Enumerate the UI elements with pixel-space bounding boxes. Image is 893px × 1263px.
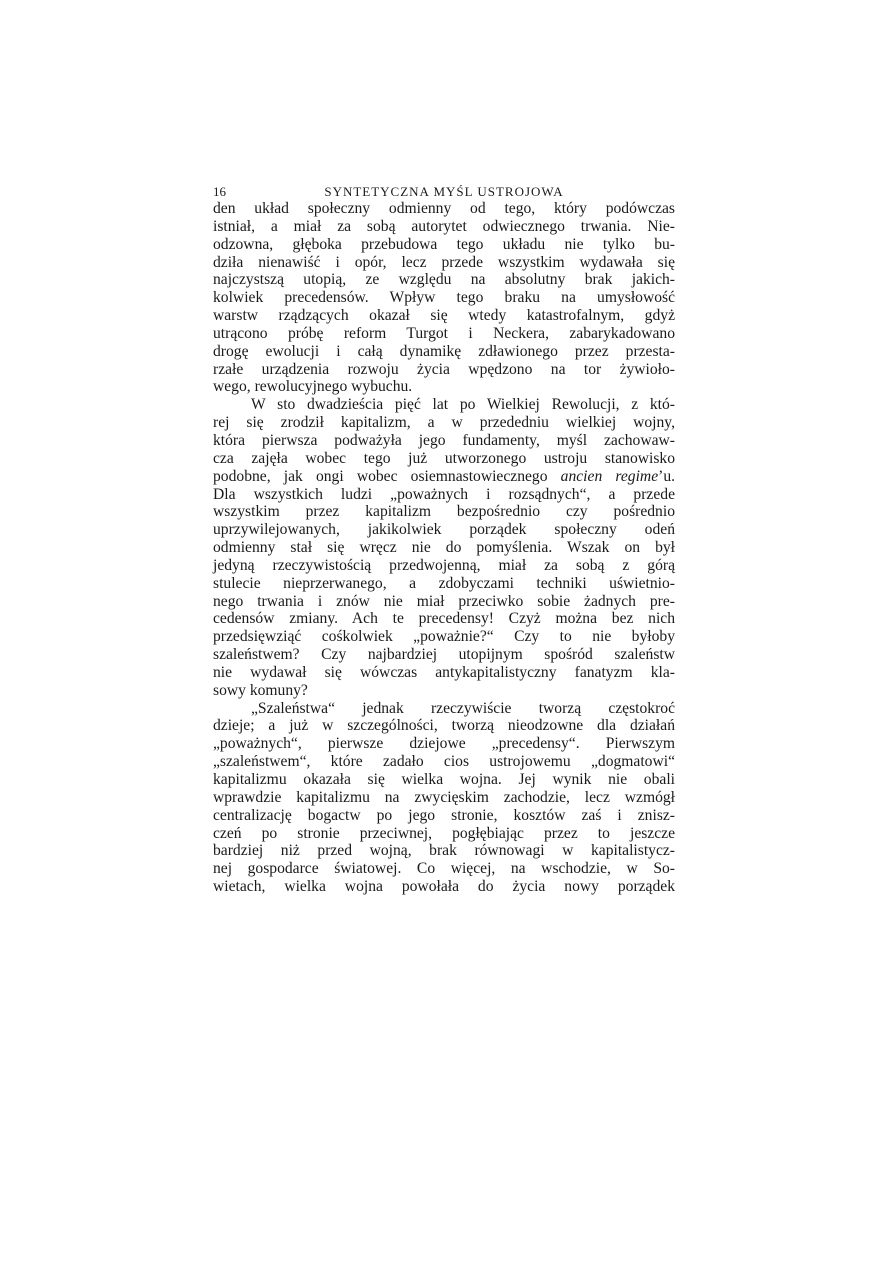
text-line: najczystszą utopią, ze względu na absolutny brak jakich- (213, 271, 675, 289)
text-line: den układ społeczny odmienny od tego, który podówczas (213, 200, 675, 217)
text-line: „szaleństwem“, które zadało cios ustrojowemu „dogmatowi“ (213, 753, 675, 771)
text-line: centralizację bogactw po jego stronie, kosztów zaś i znisz- (213, 806, 675, 824)
text-line: rej się zrodził kapitalizm, a w przededniu wielkiej wojny, (213, 414, 675, 432)
text-line: stulecie nieprzerwanego, a zdobyczami techniki uświetnio- (213, 574, 675, 592)
text-line: wprawdzie kapitalizmu na zwycięskim zachodzie, lecz wzmógł (213, 788, 675, 806)
text-line: jedyną rzeczywistością przedwojenną, miał za sobą z górą (213, 556, 675, 574)
text-line: nie wydawał się wówczas antykapitalistyczny fanatyzm kla- (213, 663, 675, 681)
text-line: cedensów zmiany. Ach te precedensy! Czyż można bez nich (213, 610, 675, 628)
text-line (213, 468, 675, 486)
page-number: 16 (213, 184, 226, 199)
text-line: odmienny stał się wręcz nie do pomyślenia. Wszak on był (213, 539, 675, 557)
text-line: warstw rządzących okazał się wtedy katastrofalnym, gdyż (213, 307, 675, 325)
paragraph (213, 200, 675, 396)
text-line: cza zajęła wobec tego już utworzonego ustroju stanowisko (213, 449, 675, 467)
text-line: odzowna, głęboka przebudowa tego układu nie tylko bu- (213, 235, 675, 253)
text-line: kolwiek precedensów. Wpływ tego braku na umysłowość (213, 289, 675, 307)
text-line: bardziej niż przed wojną, brak równowagi w kapitalistycz- (213, 842, 675, 860)
text-line: „Szaleństwa“ jednak rzeczywiście tworzą częstokroć (251, 699, 675, 717)
text-segment: podobne, jak ongi wobec osiemnastowiecznego (213, 467, 561, 485)
text-line: nego trwania i znów nie miał przeciwko sobie żadnych pre- (213, 592, 675, 610)
italic-phrase: ancien regime (560, 467, 659, 485)
text-line: dzieje; a już w szczególności, tworzą nieodzowne dla działań (213, 717, 675, 735)
text-line: szaleństwem? Czy najbardziej utopijnym spośród szaleństw (213, 646, 675, 664)
text-line: wego, rewolucyjnego wybuchu. (213, 378, 413, 396)
body-text (213, 200, 675, 896)
paragraph (213, 396, 675, 699)
text-line: kapitalizmu okazała się wielka wojna. Jej wynik nie obali (213, 771, 675, 788)
text-line: która pierwsza podważyła jego fundamenty, myśl zachowaw- (213, 431, 675, 449)
text-line: Dla wszystkich ludzi „poważnych i rozsądnych“, a przede (213, 485, 675, 503)
text-segment: ’u. (658, 467, 676, 485)
paragraph (213, 700, 675, 896)
text-line: rzałe urządzenia rozwoju życia wpędzono na tor żywioło- (213, 360, 675, 378)
running-title: SYNTETYCZNA MYŚL USTROJOWA (324, 184, 564, 199)
text-line: sowy komuny? (213, 681, 308, 699)
text-line: W sto dwadzieścia pięć lat po Wielkiej Rewolucji, z któ- (251, 396, 675, 414)
text-line: utrącono próbę reform Turgot i Neckera, zabarykadowano (213, 324, 675, 342)
text-line: wszystkim przez kapitalizm bezpośrednio czy pośrednio (213, 503, 675, 521)
text-line: dziła nienawiść i opór, lecz przede wszystkim wydawała się (213, 253, 675, 271)
text-line: uprzywilejowanych, jakikolwiek porządek społeczny odeń (213, 521, 675, 539)
text-line: czeń po stronie przeciwnej, pogłębiając przez to jeszcze (213, 824, 675, 842)
text-line: nej gospodarce światowej. Co więcej, na wschodzie, w So- (213, 860, 675, 878)
text-line: drogę ewolucji i całą dynamikę zdławionego przez przesta- (213, 342, 675, 360)
text-line: wietach, wielka wojna powołała do życia nowy porządek (213, 878, 675, 896)
text-line: „poważnych“, pierwsze dziejowe „precedensy“. Pierwszym (213, 735, 675, 753)
text-line: przedsięwziąć cośkolwiek „poważnie?“ Czy to nie byłoby (213, 628, 675, 646)
text-line: istniał, a miał za sobą autorytet odwiecznego trwania. Nie- (213, 217, 675, 235)
